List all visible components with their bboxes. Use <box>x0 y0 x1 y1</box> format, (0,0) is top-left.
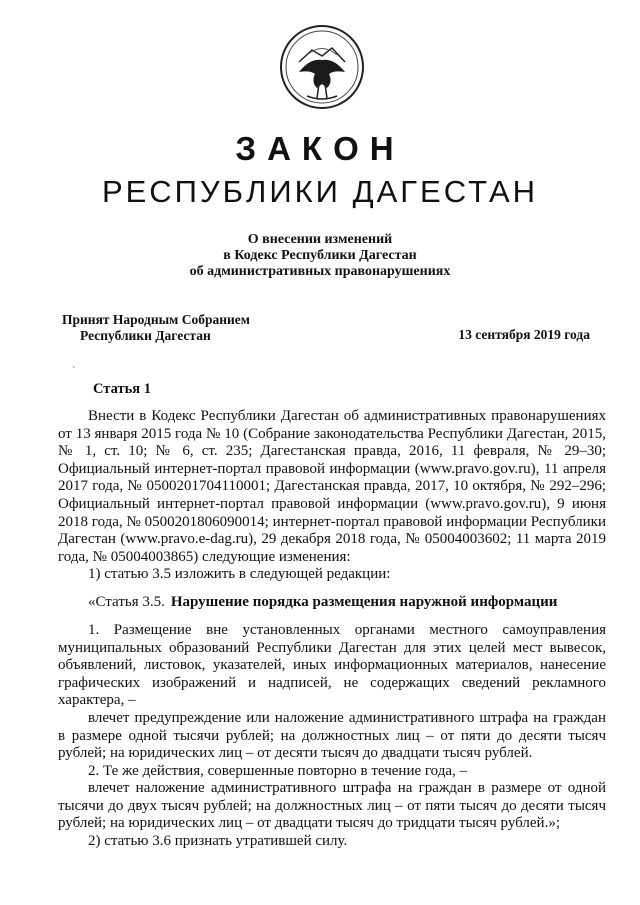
article-penalty: влечет наложение административного штрафа на граждан в размере от одной тысячи до двух тысяч рублей; на должностных лиц – от пяти тысяч до десяти тысяч рублей; на юридических лиц – от двадцати тысяч до тридцати тысяч рублей.»; <box>58 780 606 832</box>
article-heading: Статья 1 <box>93 381 151 397</box>
amendment-item: 2) статью 3.6 признать утратившей силу. <box>88 833 348 850</box>
article-paragraph: 1. Размещение вне установленных органами местного самоуправления муниципальных образований Республики Дагестан для этих целей мест вывесок, объявлений, листовок, указателей, иных информационных материалов, нанесение графических изображений и надписей, не содержащих сведений рекламного характера, – <box>58 621 606 709</box>
subtitle-line: об административных правонарушениях <box>189 264 451 279</box>
article-paragraph: 2. Те же действия, совершенные повторно в течение года, – <box>88 762 468 779</box>
law-title: ЗАКОН <box>235 130 405 167</box>
republic-title: РЕСПУБЛИКИ ДАГЕСТАН <box>101 174 539 209</box>
adoption-date: 13 сентября 2019 года <box>458 327 590 342</box>
subtitle-line: в Кодекс Республики Дагестан <box>223 248 417 263</box>
new-article-number: «Статья 3.5. <box>88 593 165 610</box>
coat-of-arms-emblem <box>277 22 367 112</box>
adoption-line: Принят Народным Собранием <box>62 312 250 327</box>
adoption-line: Республики Дагестан <box>80 328 211 343</box>
scan-mark: ˋ <box>72 366 76 377</box>
article-body <box>58 408 606 851</box>
amendment-item: 1) статью 3.5 изложить в следующей редакции: <box>88 566 391 583</box>
subtitle-line: О внесении изменений <box>247 232 393 247</box>
law-subtitle <box>0 232 640 280</box>
article-penalty: влечет предупреждение или наложение административного штрафа на граждан в размере одной тысячи рублей; на должностных лиц – от пяти до десяти тысяч рублей; на юридических лиц – от десяти тысяч до двадцати тысяч рублей. <box>58 709 606 762</box>
new-article-heading <box>88 594 606 610</box>
new-article-name: Нарушение порядка размещения наружной информации <box>170 593 558 610</box>
adoption-authority <box>62 312 250 344</box>
article-intro: Внести в Кодекс Республики Дагестан об административных правонарушениях от 13 января 2015 года № 10 (Собрание законодательства Республики Дагестан, 2015, № 1, ст. 10; № 6, ст. 235; Дагестанская правда, 2016, 11 февраля, № 29–30; Официальный интернет-портал правовой информации (www.pravo.gov.ru), 11 апреля 2017 года, № 0500201704110001; Дагестанская правда, 2017, 10 октября, № 292–296; Официальный интернет-портал правовой информации (www.pravo.gov.ru), 9 июня 2018 года, № 0500201806090014; интернет-портал правовой информации Республики Дагестан (www.pravo.e-dag.ru), 29 декабря 2018 года, № 05004003602; 11 марта 2019 года, № 05004003865) следующие изменения: <box>58 408 606 565</box>
